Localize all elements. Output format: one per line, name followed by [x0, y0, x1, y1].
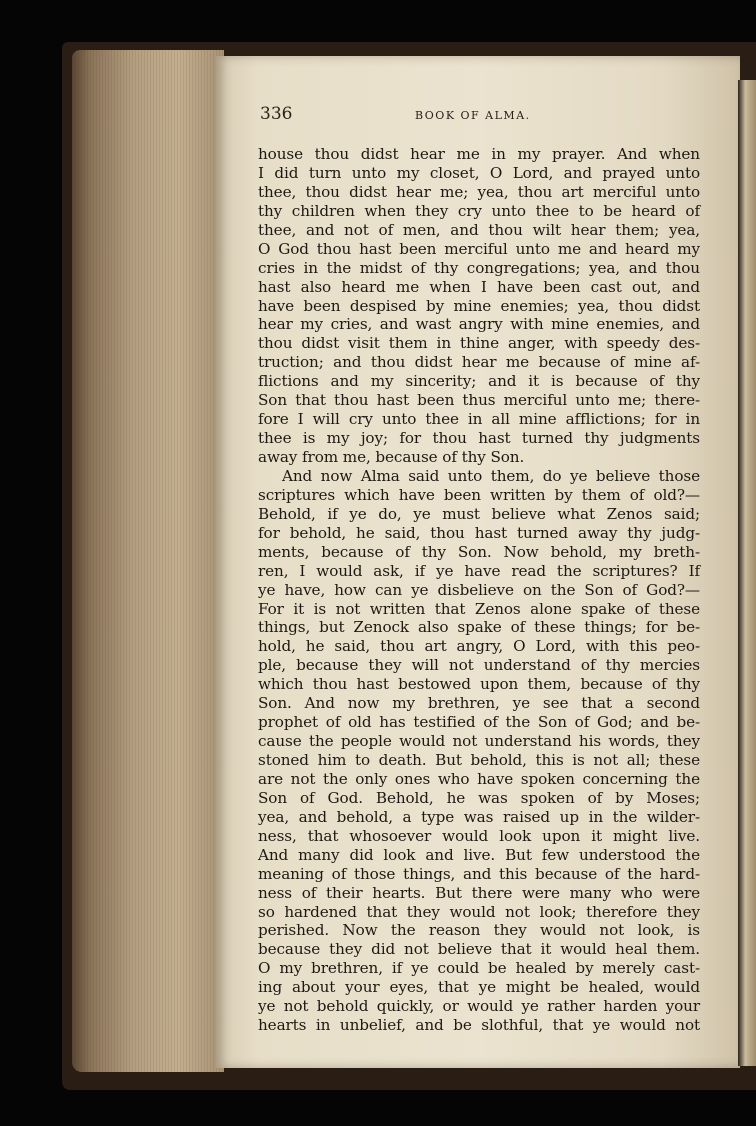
text-line: thee, and not of men, and thou wilt hear them; yea,: [258, 220, 700, 239]
text-line: away from me, because of thy Son.: [258, 448, 525, 466]
text-line: cries in the midst of thy congregations; yea, and thou: [258, 258, 700, 277]
text-line: thou didst visit them in thine anger, with speedy des-: [258, 334, 700, 353]
text-line: so hardened that they would not look; therefore they: [258, 902, 700, 921]
page-header: [260, 104, 700, 130]
text-line: flictions and my sincerity; and it is because of thy: [258, 372, 700, 391]
text-line: Behold, if ye do, ye must believe what Zenos said;: [258, 504, 700, 523]
text-line: things, but Zenock also spake of these things; for be-: [258, 618, 700, 637]
text-line: ness, that whosoever would look upon it might live.: [258, 826, 700, 845]
text-line: house thou didst hear me in my prayer. And when: [258, 145, 700, 163]
text-line: O my brethren, if ye could be healed by merely cast-: [258, 959, 700, 978]
text-line: O God thou hast been merciful unto me and heard my: [258, 239, 700, 258]
text-line: ye not behold quickly, or would ye rather harden your: [258, 997, 700, 1016]
body-text: [258, 145, 700, 1035]
text-line: for behold, he said, thou hast turned away thy judg-: [258, 523, 700, 542]
page-number: 336: [260, 104, 293, 124]
text-line: ple, because they will not understand of thy mercies: [258, 656, 700, 675]
text-line: meaning of those things, and this because of the hard-: [258, 864, 700, 883]
text-line: And many did look and live. But few understood the: [258, 845, 700, 864]
text-line: yea, and behold, a type was raised up in the wilder-: [258, 807, 700, 826]
text-line: perished. Now the reason they would not look, is: [258, 921, 700, 940]
text-line: are not the only ones who have spoken concerning the: [258, 769, 700, 788]
text-line: scriptures which have been written by them of old?—: [258, 485, 700, 504]
text-line: truction; and thou didst hear me because of mine af-: [258, 353, 700, 372]
text-line: Son that thou hast been thus merciful unto me; there-: [258, 391, 700, 410]
text-line: thee is my joy; for thou hast turned thy judgments: [258, 429, 700, 448]
text-line: ness of their hearts. But there were many who were: [258, 883, 700, 902]
text-line: stoned him to death. But behold, this is not all; these: [258, 751, 700, 769]
facing-page-edge: [738, 80, 756, 1066]
text-line: have been despised by mine enemies; yea, thou didst: [258, 296, 700, 315]
text-line: I did turn unto my closet, O Lord, and prayed unto: [258, 163, 700, 182]
text-line: hast also heard me when I have been cast out, and: [258, 277, 700, 296]
text-line: ye have, how can ye disbelieve on the Son of God?—: [258, 580, 700, 599]
text-line: ren, I would ask, if ye have read the scriptures? If: [258, 561, 700, 580]
text-line: For it is not written that Zenos alone spake of these: [258, 599, 700, 618]
running-head: BOOK OF ALMA.: [415, 109, 531, 122]
text-line: fore I will cry unto thee in all mine afflictions; for in: [258, 410, 700, 429]
text-line: cause the people would not understand his words, they: [258, 732, 700, 751]
text-line: because they did not believe that it would heal them.: [258, 940, 700, 959]
text-line: ments, because of thy Son. Now behold, my breth-: [258, 542, 700, 561]
text-line: thy children when they cry unto thee to be heard of: [258, 201, 700, 220]
text-line: And now Alma said unto them, do ye believe those: [282, 466, 700, 485]
text-line: hold, he said, thou art angry, O Lord, with this peo-: [258, 637, 700, 656]
text-line: Son of God. Behold, he was spoken of by Moses;: [258, 788, 700, 807]
page-edges: [72, 50, 224, 1072]
text-line: which thou hast bestowed upon them, because of thy: [258, 675, 700, 694]
text-line: thee, thou didst hear me; yea, thou art merciful unto: [258, 182, 700, 201]
text-line: ing about your eyes, that ye might be healed, would: [258, 978, 700, 997]
text-line: hearts in unbelief, and be slothful, that ye would not: [258, 1016, 700, 1035]
text-line: prophet of old has testified of the Son of God; and be-: [258, 713, 700, 732]
text-line: hear my cries, and wast angry with mine enemies, and: [258, 315, 700, 334]
text-line: Son. And now my brethren, ye see that a second: [258, 694, 700, 713]
